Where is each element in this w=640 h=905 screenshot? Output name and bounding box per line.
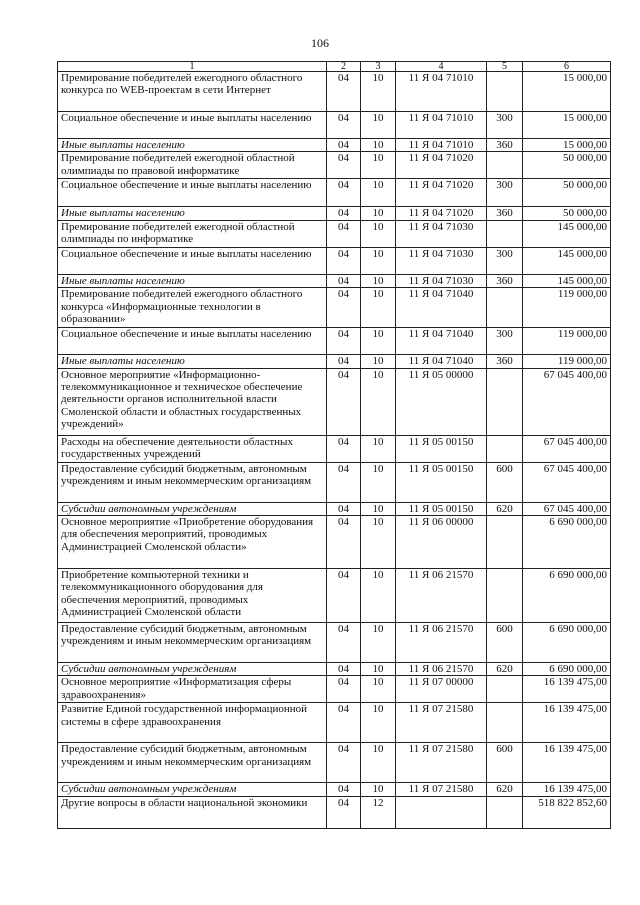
cell-c4: 11 Я 05 00150 <box>396 502 487 515</box>
cell-c3: 10 <box>361 703 396 743</box>
cell-c2: 04 <box>327 247 361 274</box>
table-row <box>58 516 611 569</box>
cell-c4: 11 Я 07 21580 <box>396 703 487 743</box>
cell-c6: 16 139 475,00 <box>523 676 611 703</box>
table-row <box>58 288 611 328</box>
cell-c3: 12 <box>361 796 396 828</box>
table-row <box>58 796 611 828</box>
table-row <box>58 783 611 796</box>
cell-c2: 04 <box>327 112 361 139</box>
cell-c1: Социальное обеспечение и иные выплаты населению <box>58 328 327 355</box>
cell-c1: Социальное обеспечение и иные выплаты населению <box>58 247 327 274</box>
cell-c2: 04 <box>327 676 361 703</box>
cell-c4: 11 Я 04 71010 <box>396 112 487 139</box>
cell-c1: Субсидии автономным учреждениям <box>58 502 327 515</box>
cell-c6: 67 045 400,00 <box>523 368 611 435</box>
cell-c3: 10 <box>361 355 396 368</box>
table-row <box>58 703 611 743</box>
cell-c1: Расходы на обеспечение деятельности областных государственных учреждений <box>58 435 327 462</box>
cell-c2: 04 <box>327 516 361 569</box>
cell-c3: 10 <box>361 72 396 112</box>
cell-c5 <box>487 220 523 247</box>
cell-c6: 50 000,00 <box>523 152 611 179</box>
cell-c3: 10 <box>361 502 396 515</box>
cell-c5: 360 <box>487 139 523 152</box>
cell-c4: 11 Я 04 71030 <box>396 220 487 247</box>
cell-c1: Субсидии автономным учреждениям <box>58 783 327 796</box>
cell-c2: 04 <box>327 663 361 676</box>
cell-c2: 04 <box>327 139 361 152</box>
cell-c6: 119 000,00 <box>523 288 611 328</box>
cell-c2: 04 <box>327 72 361 112</box>
cell-c1: Основное мероприятие «Информационно-телекоммуникационное и техническое обеспечение деятельности органов исполнительной власти Смоленской области и областных государственных учреждений» <box>58 368 327 435</box>
cell-c2: 04 <box>327 220 361 247</box>
table-row <box>58 274 611 287</box>
cell-c6: 16 139 475,00 <box>523 783 611 796</box>
table-row <box>58 179 611 207</box>
table-row <box>58 569 611 623</box>
cell-c5: 360 <box>487 207 523 220</box>
table-row <box>58 743 611 783</box>
cell-c4: 11 Я 06 21570 <box>396 623 487 663</box>
cell-c5 <box>487 703 523 743</box>
cell-c2: 04 <box>327 152 361 179</box>
cell-c6: 145 000,00 <box>523 220 611 247</box>
cell-c4: 11 Я 07 21580 <box>396 743 487 783</box>
cell-c3: 10 <box>361 462 396 502</box>
table-row <box>58 663 611 676</box>
cell-c6: 119 000,00 <box>523 328 611 355</box>
cell-c6: 16 139 475,00 <box>523 703 611 743</box>
cell-c1: Премирование победителей ежегодной областной олимпиады по информатике <box>58 220 327 247</box>
cell-c2: 04 <box>327 328 361 355</box>
cell-c1: Предоставление субсидий бюджетным, автономным учреждениям и иным некоммерческим организациям <box>58 743 327 783</box>
cell-c3: 10 <box>361 207 396 220</box>
column-header-3: 3 <box>361 62 396 72</box>
table-header-row <box>58 62 611 72</box>
cell-c3: 10 <box>361 435 396 462</box>
cell-c4: 11 Я 04 71040 <box>396 355 487 368</box>
cell-c1: Приобретение компьютерной техники и телекоммуникационного оборудования для обеспечения мероприятий, проводимых Администрацией Смоленской области <box>58 569 327 623</box>
cell-c3: 10 <box>361 288 396 328</box>
cell-c1: Развитие Единой государственной информационной системы в сфере здравоохранения <box>58 703 327 743</box>
cell-c3: 10 <box>361 328 396 355</box>
cell-c2: 04 <box>327 355 361 368</box>
cell-c4: 11 Я 06 21570 <box>396 663 487 676</box>
cell-c1: Социальное обеспечение и иные выплаты населению <box>58 179 327 207</box>
cell-c5: 300 <box>487 328 523 355</box>
cell-c4: 11 Я 06 00000 <box>396 516 487 569</box>
cell-c1: Иные выплаты населению <box>58 207 327 220</box>
cell-c2: 04 <box>327 207 361 220</box>
cell-c5: 300 <box>487 179 523 207</box>
cell-c4: 11 Я 04 71030 <box>396 274 487 287</box>
cell-c6: 145 000,00 <box>523 274 611 287</box>
cell-c6: 67 045 400,00 <box>523 435 611 462</box>
cell-c6: 119 000,00 <box>523 355 611 368</box>
cell-c6: 15 000,00 <box>523 112 611 139</box>
cell-c3: 10 <box>361 112 396 139</box>
cell-c3: 10 <box>361 783 396 796</box>
cell-c5 <box>487 288 523 328</box>
cell-c5 <box>487 72 523 112</box>
cell-c4: 11 Я 04 71040 <box>396 288 487 328</box>
table-row <box>58 355 611 368</box>
cell-c6: 6 690 000,00 <box>523 516 611 569</box>
cell-c3: 10 <box>361 139 396 152</box>
cell-c5 <box>487 152 523 179</box>
cell-c2: 04 <box>327 435 361 462</box>
column-header-6: 6 <box>523 62 611 72</box>
table-row <box>58 368 611 435</box>
cell-c6: 50 000,00 <box>523 179 611 207</box>
cell-c5: 620 <box>487 663 523 676</box>
cell-c1: Субсидии автономным учреждениям <box>58 663 327 676</box>
cell-c3: 10 <box>361 743 396 783</box>
cell-c4: 11 Я 05 00150 <box>396 462 487 502</box>
cell-c2: 04 <box>327 462 361 502</box>
column-header-2: 2 <box>327 62 361 72</box>
table-row <box>58 112 611 139</box>
cell-c3: 10 <box>361 368 396 435</box>
cell-c1: Другие вопросы в области национальной экономики <box>58 796 327 828</box>
cell-c3: 10 <box>361 569 396 623</box>
cell-c5: 600 <box>487 462 523 502</box>
cell-c4: 11 Я 05 00150 <box>396 435 487 462</box>
cell-c6: 6 690 000,00 <box>523 569 611 623</box>
cell-c5 <box>487 368 523 435</box>
cell-c3: 10 <box>361 220 396 247</box>
cell-c4 <box>396 796 487 828</box>
cell-c2: 04 <box>327 179 361 207</box>
cell-c1: Предоставление субсидий бюджетным, автономным учреждениям и иным некоммерческим организациям <box>58 623 327 663</box>
cell-c5 <box>487 435 523 462</box>
cell-c4: 11 Я 04 71010 <box>396 72 487 112</box>
cell-c1: Премирование победителей ежегодного областного конкурса по WEB-проектам в сети Интернет <box>58 72 327 112</box>
cell-c6: 6 690 000,00 <box>523 623 611 663</box>
table-row <box>58 152 611 179</box>
cell-c5 <box>487 569 523 623</box>
table-row <box>58 502 611 515</box>
cell-c1: Социальное обеспечение и иные выплаты населению <box>58 112 327 139</box>
column-header-4: 4 <box>396 62 487 72</box>
cell-c4: 11 Я 04 71030 <box>396 247 487 274</box>
cell-c1: Иные выплаты населению <box>58 355 327 368</box>
cell-c2: 04 <box>327 502 361 515</box>
cell-c4: 11 Я 06 21570 <box>396 569 487 623</box>
cell-c2: 04 <box>327 274 361 287</box>
cell-c3: 10 <box>361 274 396 287</box>
cell-c5 <box>487 796 523 828</box>
table-row <box>58 207 611 220</box>
cell-c5: 600 <box>487 623 523 663</box>
cell-c5: 620 <box>487 502 523 515</box>
cell-c6: 6 690 000,00 <box>523 663 611 676</box>
cell-c1: Основное мероприятие «Информатизация сферы здравоохранения» <box>58 676 327 703</box>
cell-c3: 10 <box>361 516 396 569</box>
table-row <box>58 435 611 462</box>
cell-c5: 600 <box>487 743 523 783</box>
cell-c2: 04 <box>327 743 361 783</box>
column-header-5: 5 <box>487 62 523 72</box>
cell-c1: Премирование победителей ежегодного областного конкурса «Информационные технологии в образовании» <box>58 288 327 328</box>
cell-c2: 04 <box>327 783 361 796</box>
cell-c1: Иные выплаты населению <box>58 274 327 287</box>
table-row <box>58 220 611 247</box>
cell-c6: 67 045 400,00 <box>523 502 611 515</box>
cell-c2: 04 <box>327 623 361 663</box>
page-number: 106 <box>311 36 329 50</box>
cell-c5: 300 <box>487 247 523 274</box>
cell-c3: 10 <box>361 179 396 207</box>
cell-c1: Основное мероприятие «Приобретение оборудования для обеспечения мероприятий, проводимых Администрацией Смоленской области» <box>58 516 327 569</box>
cell-c6: 145 000,00 <box>523 247 611 274</box>
cell-c6: 50 000,00 <box>523 207 611 220</box>
cell-c6: 15 000,00 <box>523 139 611 152</box>
cell-c3: 10 <box>361 663 396 676</box>
cell-c6: 16 139 475,00 <box>523 743 611 783</box>
cell-c3: 10 <box>361 152 396 179</box>
cell-c4: 11 Я 04 71020 <box>396 152 487 179</box>
cell-c1: Иные выплаты населению <box>58 139 327 152</box>
table-row <box>58 72 611 112</box>
table-row <box>58 623 611 663</box>
cell-c3: 10 <box>361 676 396 703</box>
budget-table <box>57 61 611 829</box>
cell-c1: Премирование победителей ежегодной областной олимпиады по правовой информатике <box>58 152 327 179</box>
cell-c2: 04 <box>327 796 361 828</box>
cell-c4: 11 Я 04 71020 <box>396 207 487 220</box>
cell-c4: 11 Я 07 21580 <box>396 783 487 796</box>
table-row <box>58 462 611 502</box>
cell-c4: 11 Я 04 71010 <box>396 139 487 152</box>
cell-c6: 518 822 852,60 <box>523 796 611 828</box>
table-row <box>58 328 611 355</box>
table-body <box>58 72 611 829</box>
cell-c5: 360 <box>487 355 523 368</box>
cell-c4: 11 Я 04 71020 <box>396 179 487 207</box>
cell-c5: 300 <box>487 112 523 139</box>
table-row <box>58 676 611 703</box>
column-header-1: 1 <box>58 62 327 72</box>
cell-c4: 11 Я 07 00000 <box>396 676 487 703</box>
table-row <box>58 139 611 152</box>
cell-c5 <box>487 516 523 569</box>
table-row <box>58 247 611 274</box>
cell-c4: 11 Я 05 00000 <box>396 368 487 435</box>
cell-c5: 360 <box>487 274 523 287</box>
cell-c2: 04 <box>327 569 361 623</box>
cell-c2: 04 <box>327 288 361 328</box>
cell-c5 <box>487 676 523 703</box>
cell-c2: 04 <box>327 703 361 743</box>
cell-c6: 15 000,00 <box>523 72 611 112</box>
cell-c1: Предоставление субсидий бюджетным, автономным учреждениям и иным некоммерческим организациям <box>58 462 327 502</box>
cell-c3: 10 <box>361 623 396 663</box>
cell-c2: 04 <box>327 368 361 435</box>
cell-c4: 11 Я 04 71040 <box>396 328 487 355</box>
cell-c5: 620 <box>487 783 523 796</box>
cell-c6: 67 045 400,00 <box>523 462 611 502</box>
cell-c3: 10 <box>361 247 396 274</box>
